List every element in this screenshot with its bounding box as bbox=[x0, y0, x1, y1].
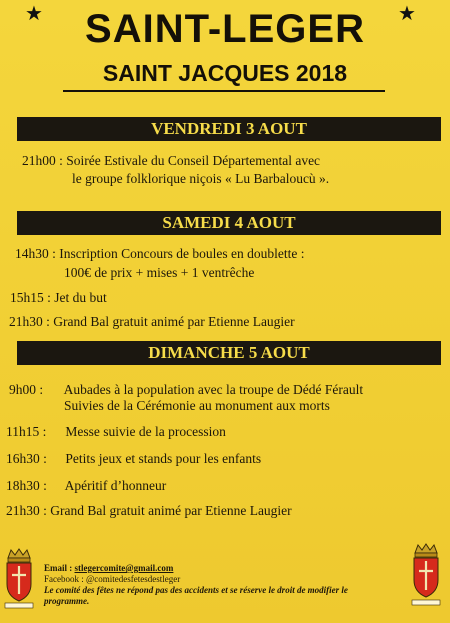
event-saturday-1430 bbox=[15, 245, 304, 262]
event-friday-2100 bbox=[22, 152, 320, 169]
coat-of-arms-icon bbox=[2, 548, 36, 610]
event-text: Messe suivie de la procession bbox=[65, 424, 226, 439]
event-sunday-2130 bbox=[6, 502, 292, 519]
event-time: 21h30 : bbox=[6, 503, 47, 518]
event-time: 15h15 : bbox=[10, 290, 51, 305]
page-subtitle: SAINT JACQUES 2018 bbox=[102, 60, 348, 86]
event-saturday-2130 bbox=[9, 313, 295, 330]
star-icon: ★ bbox=[25, 3, 43, 25]
event-time: 9h00 : bbox=[9, 382, 44, 397]
day-heading-friday bbox=[17, 117, 441, 141]
event-time: 11h15 : bbox=[6, 424, 47, 439]
event-time: 14h30 : bbox=[15, 246, 56, 261]
event-text: Petits jeux et stands pour les enfants bbox=[65, 451, 262, 466]
day-heading-saturday bbox=[17, 211, 441, 235]
event-text: Inscription Concours de boules en doublette : bbox=[59, 246, 305, 261]
event-text-continued: le groupe folklorique niçois « Lu Barbaloucù ». bbox=[72, 171, 330, 186]
day-heading-label: VENDREDI 3 AOUT bbox=[151, 119, 307, 138]
star-icon: ★ bbox=[398, 3, 416, 25]
event-time: 18h30 : bbox=[6, 478, 47, 493]
event-time: 21h30 : bbox=[9, 314, 50, 329]
day-heading-sunday bbox=[17, 341, 441, 365]
event-sunday-1830 bbox=[6, 477, 166, 494]
event-text: Soirée Estivale du Conseil Départemental avec bbox=[66, 153, 321, 168]
event-time: 16h30 : bbox=[6, 451, 47, 466]
event-sunday-1115 bbox=[6, 423, 226, 440]
event-text: Jet du but bbox=[54, 290, 107, 305]
event-time: 21h00 : bbox=[22, 153, 63, 168]
event-sunday-0900 bbox=[9, 381, 363, 398]
day-heading-label: DIMANCHE 5 AOUT bbox=[148, 343, 310, 362]
coat-of-arms-icon bbox=[408, 543, 444, 607]
page-title: SAINT-LEGER bbox=[85, 7, 365, 51]
event-saturday-1515 bbox=[10, 289, 107, 306]
footer-contact bbox=[44, 563, 384, 607]
event-text-continued: 100€ de prix + mises + 1 ventrêche bbox=[64, 265, 255, 280]
event-text-continued: Suivies de la Cérémonie au monument aux morts bbox=[64, 398, 330, 413]
footer-disclaimer-continued: programme. bbox=[44, 596, 90, 606]
facebook-label: Facebook : bbox=[44, 574, 84, 584]
event-text: Grand Bal gratuit animé par Etienne Laugier bbox=[53, 314, 295, 329]
footer-email-line bbox=[44, 563, 384, 574]
email-label: Email : bbox=[44, 563, 73, 573]
event-text: Aubades à la population avec la troupe de Dédé Férault bbox=[63, 382, 364, 397]
facebook-handle: @comitedesfetesdestleger bbox=[86, 574, 181, 584]
email-link[interactable]: stlegercomite@gmail.com bbox=[74, 563, 174, 573]
event-text: Grand Bal gratuit animé par Etienne Laugier bbox=[50, 503, 292, 518]
footer-disclaimer: Le comité des fêtes ne répond pas des accidents et se réserve le droit de modifier le bbox=[44, 585, 348, 595]
event-sunday-1630 bbox=[6, 450, 261, 467]
day-heading-label: SAMEDI 4 AOUT bbox=[162, 213, 296, 232]
footer-facebook-line bbox=[44, 574, 384, 585]
subtitle-underline bbox=[63, 90, 385, 92]
event-text: Apéritif d’honneur bbox=[64, 478, 167, 493]
